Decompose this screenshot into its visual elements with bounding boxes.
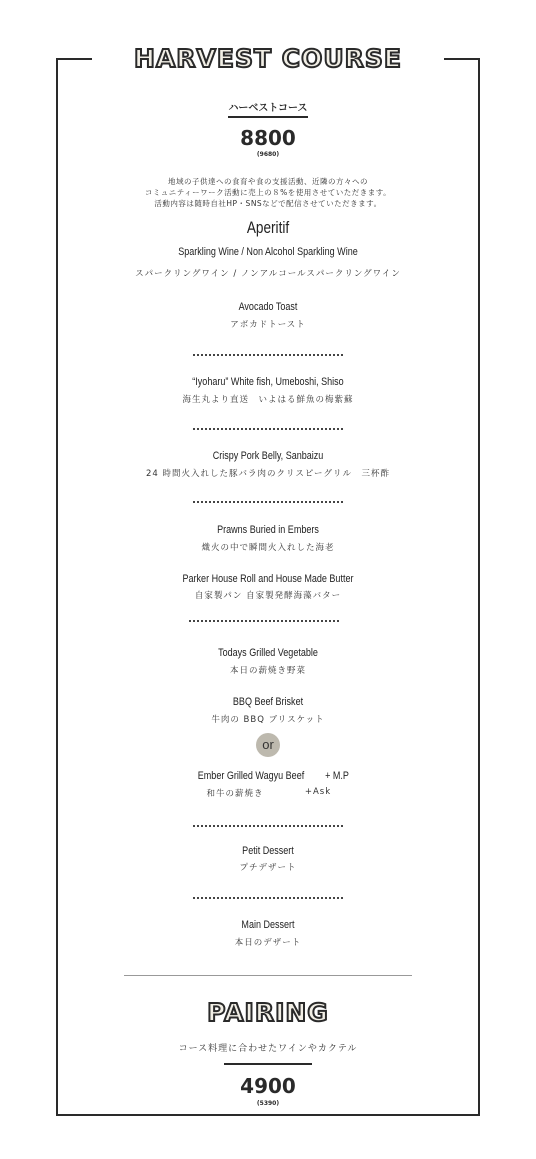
course-item-price-extra: + M.P bbox=[325, 770, 349, 782]
course-note bbox=[0, 176, 536, 209]
course-item-en: Crispy Pork Belly, Sanbaizu bbox=[212, 450, 324, 462]
course-subtitle-jp: ハーベストコース bbox=[228, 103, 308, 114]
section-divider bbox=[124, 975, 412, 976]
course-item-jp: アボカドトースト bbox=[230, 320, 306, 330]
dotted-divider bbox=[193, 428, 343, 430]
course-item-en: Prawns Buried in Embers bbox=[217, 524, 319, 536]
note-line: 活動内容は随時自社HP・SNSなどで配信させていただきます。 bbox=[154, 199, 382, 208]
course-item-en: Parker House Roll and House Made Butter bbox=[182, 573, 354, 585]
course-item-jp: 海生丸より直送 いよはる鮮魚の梅紫蘇 bbox=[182, 395, 354, 405]
course-item-en: Main Dessert bbox=[241, 919, 295, 931]
frame-bottom bbox=[56, 1114, 480, 1116]
pairing-price-tax: (5390) bbox=[256, 1100, 280, 1107]
course-price-tax: (9680) bbox=[256, 151, 280, 158]
frame-right bbox=[478, 58, 480, 1116]
dotted-divider bbox=[193, 501, 343, 503]
course-item-jp: 自家製パン 自家製発酵海藻バター bbox=[194, 591, 342, 601]
course-item-jp: 熾火の中で瞬間火入れした海老 bbox=[201, 543, 335, 553]
dotted-divider bbox=[193, 897, 343, 899]
aperitif-jp: スパークリングワイン / ノンアルコールスパークリングワイン bbox=[135, 269, 401, 279]
subtitle-underline bbox=[228, 116, 308, 118]
course-item-jp-extra: +Ask bbox=[304, 787, 332, 797]
course-item-jp: 24 時間火入れした豚バラ肉のクリスピーグリル 三杯酢 bbox=[145, 469, 390, 479]
course-item-en: Avocado Toast bbox=[238, 301, 298, 313]
page-title: HARVEST COURSE bbox=[134, 44, 402, 73]
dotted-divider bbox=[193, 825, 343, 827]
pairing-underline bbox=[224, 1063, 312, 1065]
course-item-jp: 本日のデザート bbox=[234, 938, 302, 948]
course-item-jp: 本日の薪焼き野菜 bbox=[229, 666, 306, 676]
course-item-en: “Iyoharu” White fish, Umeboshi, Shiso bbox=[192, 376, 344, 388]
pairing-price: 4900 bbox=[240, 1074, 296, 1098]
or-badge: or bbox=[256, 733, 280, 757]
dotted-divider bbox=[193, 354, 343, 356]
note-line: 地域の子供達への食育や食の支援活動、近隣の方々への bbox=[168, 177, 368, 186]
course-item-en: Petit Dessert bbox=[242, 845, 294, 857]
course-item-jp: 和牛の薪焼き bbox=[206, 789, 264, 799]
course-item-en: BBQ Beef Brisket bbox=[232, 696, 304, 708]
course-item-jp: プチデザート bbox=[239, 863, 297, 873]
aperitif-en: Sparkling Wine / Non Alcohol Sparkling Wine bbox=[178, 246, 358, 258]
course-item-en: Todays Grilled Vegetable bbox=[218, 647, 318, 659]
course-item-en: Ember Grilled Wagyu Beef bbox=[197, 770, 305, 782]
frame-left bbox=[56, 58, 58, 1116]
aperitif-heading: Aperitif bbox=[246, 218, 290, 237]
pairing-title: PAIRING bbox=[207, 998, 329, 1027]
course-price: 8800 bbox=[240, 126, 296, 150]
dotted-divider bbox=[189, 620, 339, 622]
note-line: コミュニティーワーク活動に売上の８%を使用させていただきます。 bbox=[144, 188, 392, 197]
pairing-description: コース料理に合わせたワインやカクテル bbox=[178, 1044, 358, 1054]
course-item-jp: 牛肉の BBQ ブリスケット bbox=[211, 715, 325, 725]
